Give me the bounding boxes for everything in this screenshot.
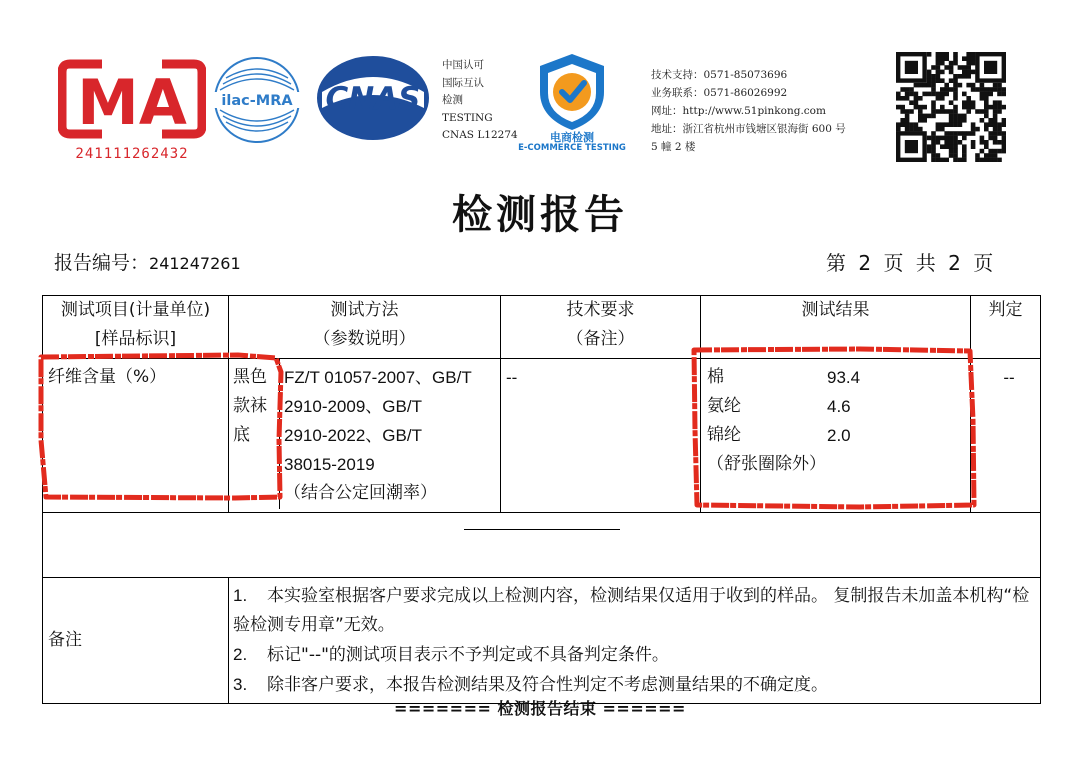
header-judgement: 判定 (971, 296, 1041, 359)
result-row-nylon: 锦纶 2.0 (707, 425, 851, 445)
table-row (43, 359, 1041, 513)
header-test-item: 测试项目(计量单位) [样品标识] (43, 296, 229, 359)
notes-label: 备注 (48, 630, 82, 650)
report-end-marker: ======= 检测报告结束 ====== (394, 699, 686, 718)
result-row-cotton: 棉 93.4 (707, 367, 861, 387)
result-note: （舒张圈除外） (707, 454, 826, 474)
svg-text:MA: MA (77, 66, 187, 139)
cnas-line: CNAS L12274 (442, 129, 518, 141)
test-method-standards: FZ/T 01057-2007、GB/T 2910-2009、GB/T 2910-2022、GB/T 38015-2019 （结合公定回潮率） (284, 368, 472, 503)
cnas-logo (312, 52, 434, 144)
report-number-label: 报告编号： (54, 252, 150, 274)
cnas-line: 中国认可 (442, 59, 484, 71)
test-results-table (42, 295, 1041, 704)
table-header-row (43, 296, 1041, 359)
tech-support-line: 技术支持：0571-85073696 (651, 69, 788, 81)
requirement-cell (501, 359, 701, 513)
notes-label-cell (43, 578, 229, 704)
test-item-name: 纤维含量（%） (48, 367, 167, 387)
note-item: 2. 标记"--"的测试项目表示不予判定或不具备判定条件。 (233, 645, 669, 665)
method-cell (229, 359, 501, 513)
judgement-value: -- (1003, 368, 1015, 387)
svg-text:ilac-MRA: ilac-MRA (221, 93, 293, 109)
test-item-cell (43, 359, 229, 513)
report-number-value: 241247261 (149, 254, 241, 273)
svg-text:CNAS: CNAS (325, 81, 421, 117)
ilac-mra-logo (208, 54, 306, 146)
note-item: 3. 除非客户要求，本报告检测结果及符合性判定不考虑测量结果的不确定度。 (233, 675, 828, 695)
ecommerce-testing-shield-icon (530, 50, 614, 134)
page-indicator: 第 2 页 共 2 页 (826, 251, 994, 275)
website-line: 网址：http://www.51pinkong.com (651, 105, 826, 117)
notes-row (43, 578, 1041, 704)
document-title: 检测报告 (452, 192, 628, 238)
blank-row (43, 513, 1041, 578)
note-item: 1. 本实验室根据客户要求完成以上检测内容，检测结果仅适用于收到的样品。 复制报告未加盖本机构“检验检测专用章”无效。 (233, 586, 1030, 635)
result-cell (701, 359, 971, 513)
address-line: 地址：浙江省杭州市钱塘区银海街 600 号 (651, 123, 846, 135)
address-line-2: 5 幢 2 楼 (651, 141, 696, 153)
notes-content-cell (229, 578, 1041, 704)
divider (464, 529, 620, 530)
result-row-spandex: 氨纶 4.6 (707, 396, 851, 416)
cma-number: 241111262432 (75, 146, 189, 162)
header-test-result: 测试结果 (701, 296, 971, 359)
business-contact-line: 业务联系：0571-86026992 (651, 87, 788, 99)
requirement-value: -- (506, 368, 518, 387)
ecommerce-testing-en: E-COMMERCE TESTING (518, 143, 626, 153)
judgement-cell (971, 359, 1041, 513)
cnas-line: 检测 (442, 94, 463, 106)
sample-id: 黑色 款袜 底 (229, 359, 280, 509)
blank-cell (43, 513, 1041, 578)
header-test-method: 测试方法 （参数说明） (229, 296, 501, 359)
cnas-line: 国际互认 (442, 76, 484, 89)
qr-code-icon (896, 52, 1006, 162)
contact-info (651, 66, 846, 156)
report-number (54, 248, 241, 275)
header-technical-requirement: 技术要求 （备注） (501, 296, 701, 359)
ecommerce-testing-cn: 电商检测 (550, 131, 594, 144)
cnas-line: TESTING (442, 111, 493, 124)
cnas-accreditation-text (442, 57, 518, 145)
